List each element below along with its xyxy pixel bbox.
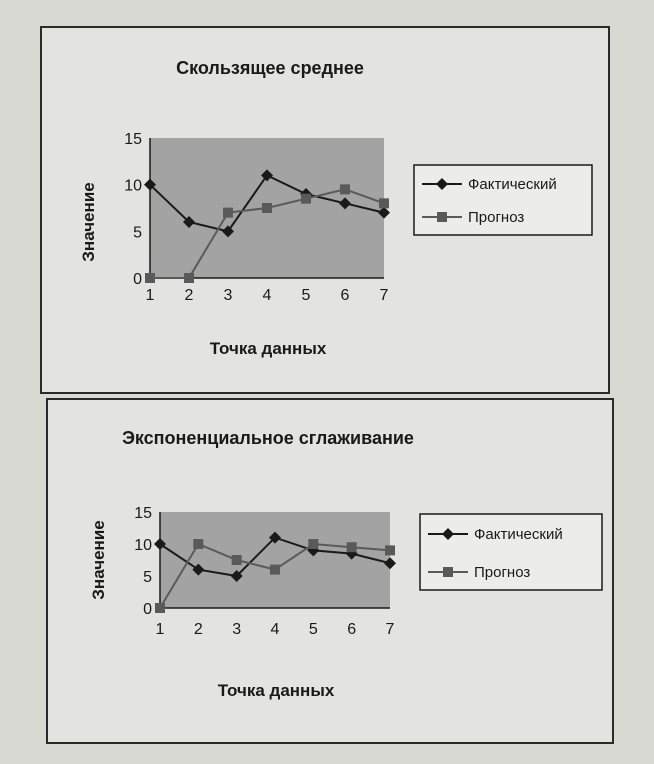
x-tick-label: 1: [155, 621, 165, 638]
forecast-data-point: [347, 542, 357, 552]
x-tick-label: 5: [301, 287, 311, 304]
chart-title: Скользящее среднее: [176, 58, 364, 78]
x-axis-title: Точка данных: [209, 339, 327, 358]
legend-marker-forecast: [437, 212, 447, 222]
moving-average-chart-panel: [40, 26, 610, 394]
legend-marker-forecast: [443, 567, 453, 577]
legend-label-forecast: Прогноз: [468, 209, 525, 226]
x-axis-title: Точка данных: [217, 681, 335, 700]
x-tick-label: 4: [262, 287, 272, 304]
legend: [414, 165, 592, 235]
legend-label-actual: Фактический: [468, 176, 557, 193]
x-tick-label: 7: [385, 621, 395, 638]
x-tick-label: 1: [145, 287, 155, 304]
y-tick-label: 15: [134, 505, 152, 522]
x-tick-label: 3: [232, 621, 242, 638]
forecast-data-point: [385, 545, 395, 555]
x-tick-label: 7: [379, 287, 389, 304]
y-tick-label: 15: [124, 131, 142, 148]
forecast-data-point: [340, 184, 350, 194]
y-tick-label: 10: [124, 177, 142, 195]
y-tick-label: 10: [134, 537, 152, 554]
legend-label-forecast: Прогноз: [474, 564, 531, 581]
x-tick-label: 4: [270, 621, 280, 638]
forecast-data-point: [379, 198, 389, 208]
forecast-data-point: [145, 273, 155, 283]
plot-area: [160, 512, 390, 608]
forecast-data-point: [184, 273, 194, 283]
forecast-data-point: [232, 555, 242, 565]
x-tick-label: 6: [340, 287, 350, 304]
y-axis-title: Значение: [89, 520, 108, 600]
forecast-data-point: [223, 208, 233, 218]
legend-label-actual: Фактический: [474, 526, 563, 543]
y-tick-label: 0: [133, 271, 142, 288]
moving-average-chart: [42, 28, 612, 396]
y-axis-title: Значение: [79, 182, 98, 262]
forecast-data-point: [193, 539, 203, 549]
forecast-data-point: [270, 565, 280, 575]
chart-title: Экспоненциальное сглаживание: [122, 428, 414, 448]
forecast-data-point: [301, 194, 311, 204]
x-tick-label: 5: [308, 621, 318, 638]
x-tick-label: 2: [184, 287, 194, 304]
legend: [420, 514, 602, 590]
forecast-data-point: [308, 539, 318, 549]
y-tick-label: 5: [143, 569, 152, 586]
forecast-data-point: [155, 603, 165, 613]
y-tick-label: 5: [133, 224, 142, 242]
x-tick-label: 3: [223, 287, 233, 304]
exponential-smoothing-chart: [48, 400, 616, 746]
exponential-smoothing-chart-panel: [46, 398, 614, 744]
y-tick-label: 0: [143, 601, 152, 618]
x-tick-label: 6: [347, 621, 357, 638]
forecast-data-point: [262, 203, 272, 213]
x-tick-label: 2: [193, 621, 203, 638]
